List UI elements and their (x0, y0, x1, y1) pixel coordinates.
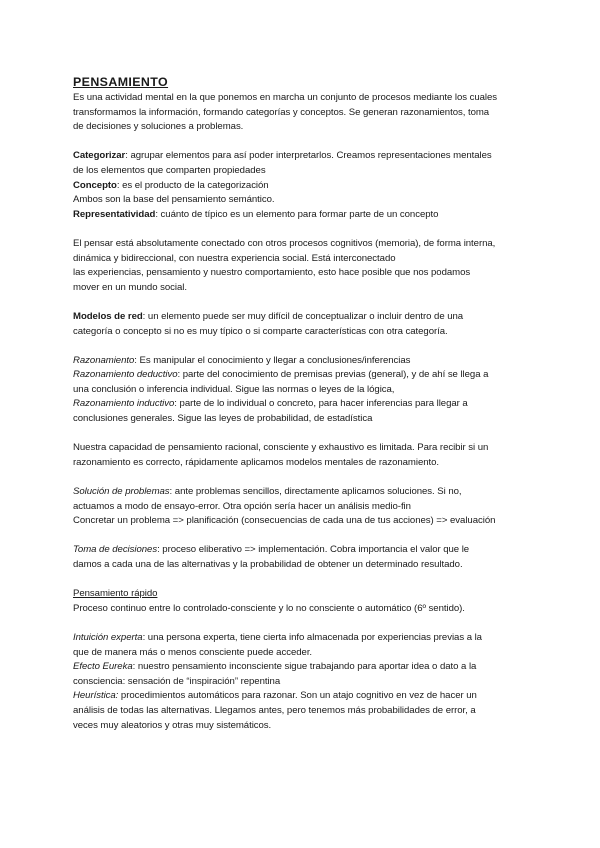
toma-line-2: damos a cada una de las alternativas y la probabilidad de obtener un determinado resultado. (73, 559, 463, 570)
rapido-heading: Pensamiento rápido (73, 588, 158, 600)
toma-paragraph (73, 543, 543, 572)
pensar-line: las experiencias, pensamiento y nuestro comportamiento, esto hace posible que nos podamos (73, 267, 471, 279)
pensar-line: dinámica y bidireccional, con nuestra experiencia social. Está interconectado (73, 252, 396, 264)
heuristica-line-2: análisis de todas las alternativas. Llegamos antes, pero tenemos más probabilidades de error, a (73, 704, 476, 716)
intuicion-line-2: que de manera más o menos consciente puede acceder. (73, 646, 313, 658)
solucion-line (73, 485, 543, 500)
deductivo-text: : parte del conocimiento de premisas previas (general), y de ahí se llega a (177, 369, 489, 381)
eureka-text: : nuestro pensamiento inconsciente sigue trabajando para aportar idea o dato a la (132, 661, 477, 673)
intuicion-line (73, 631, 543, 646)
razonamiento-line (73, 354, 543, 369)
ambos-line: Ambos son la base del pensamiento semántico. (73, 194, 275, 206)
rapido-section (73, 587, 543, 616)
page-title: PENSAMIENTO (73, 75, 169, 89)
intuicion-term: Intuición experta (73, 631, 143, 643)
toma-term: Toma de decisiones (73, 544, 158, 556)
solucion-paragraph (73, 485, 543, 529)
categorizar-text: : agrupar elementos para así poder interpretarlos. Creamos representaciones mentales (125, 150, 492, 162)
solucion-text: : ante problemas sencillos, directamente aplicamos soluciones. Si no, (169, 486, 462, 498)
razonamiento-text: : Es manipular el conocimiento y llegar a conclusiones/inferencias (134, 354, 411, 366)
representatividad-line (73, 208, 543, 223)
razonamiento-block (73, 354, 543, 427)
eureka-line (73, 660, 543, 675)
deductivo-line-2: una conclusión o inferencia individual. Sigue las normas o leyes de la lógica, (73, 383, 395, 395)
rapido-text: Proceso continuo entre lo controlado-consciente y lo no consciente o automático (6º sentido). (73, 602, 465, 614)
concepto-line (73, 179, 543, 194)
capacidad-paragraph (73, 441, 543, 470)
heuristica-text: procedimientos automáticos para razonar. Son un atajo cognitivo en vez de hacer un (118, 690, 477, 702)
deductivo-term: Razonamiento deductivo (73, 369, 178, 381)
pensar-line: mover en un mundo social. (73, 281, 187, 293)
document-content (73, 74, 543, 733)
toma-line (73, 543, 543, 558)
categorizar-line (73, 149, 543, 164)
definitions-block (73, 149, 543, 222)
intuicion-block (73, 631, 543, 733)
modelos-red-term: Modelos de red (73, 310, 143, 322)
inductivo-line (73, 397, 543, 412)
representatividad-text: : cuánto de típico es un elemento para formar parte de un concepto (155, 208, 439, 220)
deductivo-line (73, 368, 543, 383)
modelos-red-line (73, 310, 543, 325)
solucion-line-3: Concretar un problema => planificación (consecuencias de cada una de tus acciones) => evaluación (73, 515, 496, 527)
solucion-term: Solución de problemas (73, 486, 170, 498)
razonamiento-term: Razonamiento (73, 354, 135, 366)
modelos-red-text: : un elemento puede ser muy difícil de conceptualizar o incluir dentro de una (142, 310, 464, 322)
representatividad-term: Representatividad (73, 208, 156, 220)
categorizar-term: Categorizar (73, 150, 126, 162)
capacidad-line: razonamiento es correcto, rápidamente aplicamos modelos mentales de razonamiento. (73, 456, 440, 468)
capacidad-line: Nuestra capacidad de pensamiento racional, consciente y exhaustivo es limitada. Para recibir si un (73, 442, 489, 454)
solucion-line-2: actuamos a modo de ensayo-error. Otra opción sería hacer un análisis medio-fin (73, 500, 411, 512)
modelos-red-line-2: categoría o concepto si no es muy típico o si comparte características con otra categoría. (73, 325, 448, 337)
heuristica-line-3: veces muy aleatorios y otras muy sistemáticos. (73, 719, 272, 731)
inductivo-text: : parte de lo individual o concreto, para hacer inferencias para llegar a (174, 398, 468, 410)
intuicion-text: : una persona experta, tiene cierta info almacenada por experiencias previas a la (142, 631, 482, 643)
concepto-text: : es el producto de la categorización (116, 179, 269, 191)
pensar-paragraph (73, 237, 543, 295)
intro-paragraph (73, 91, 543, 135)
eureka-line-2: consciencia: sensación de “inspiración” repentina (73, 675, 281, 687)
pensar-line: El pensar está absolutamente conectado con otros procesos cognitivos (memoria), de forma interna, (73, 237, 496, 249)
heuristica-term: Heurística: (73, 690, 119, 702)
eureka-term: Efecto Eureka (73, 661, 133, 673)
toma-text: : proceso eliberativo => implementación. Cobra importancia el valor que le (157, 544, 470, 556)
heuristica-line (73, 689, 543, 704)
intro-line: de decisiones y soluciones a problemas. (73, 121, 244, 133)
categorizar-line-2: de los elementos que comparten propiedades (73, 164, 266, 176)
inductivo-line-2: conclusiones generales. Sigue las leyes de probabilidad, de estadística (73, 413, 373, 425)
inductivo-term: Razonamiento inductivo (73, 398, 175, 410)
modelos-red-paragraph (73, 310, 543, 339)
intro-line: transformamos la información, formando categorías y conceptos. Se generan razonamientos, toma (73, 106, 490, 118)
intro-line: Es una actividad mental en la que ponemos en marcha un conjunto de procesos mediante los cuales (73, 92, 498, 103)
concepto-term: Concepto (73, 179, 117, 191)
